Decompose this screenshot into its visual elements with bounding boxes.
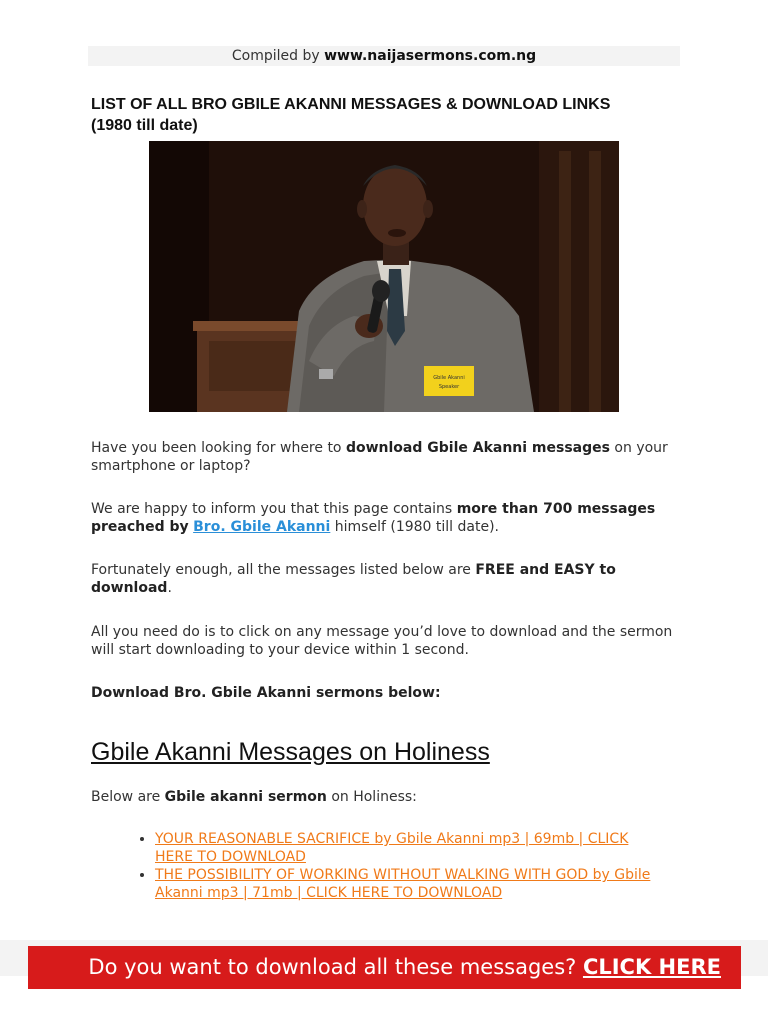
page-title-line1: LIST OF ALL BRO GBILE AKANNI MESSAGES & DOWNLOAD LINKS	[91, 96, 611, 113]
badge-name: Gbile Akanni	[433, 375, 465, 381]
download-below-text: Download Bro. Gbile Akanni sermons below:	[91, 685, 441, 701]
download-link-reasonable-sacrifice[interactable]: YOUR REASONABLE SACRIFICE by Gbile Akanni mp3 | 69mb | CLICK HERE TO DOWNLOAD	[155, 831, 629, 865]
intro-p3-text-end: .	[167, 580, 172, 596]
page-title-line2: (1980 till date)	[91, 117, 198, 134]
badge-role: Speaker	[438, 384, 460, 390]
click-here-button[interactable]: CLICK HERE	[582, 955, 721, 979]
site-url[interactable]: www.naijasermons.com.ng	[324, 48, 537, 64]
speaker-photo	[149, 141, 619, 412]
intro-p3-text: Fortunately enough, all the messages listed below are	[91, 562, 476, 578]
intro-paragraph-2	[91, 500, 691, 536]
speaker-illustration	[149, 141, 619, 412]
intro-paragraph-1	[91, 439, 691, 475]
page-title	[91, 94, 691, 136]
intro-p1-bold: download Gbile Akanni messages	[345, 440, 610, 456]
compiled-by-label: Compiled by	[231, 48, 325, 64]
holiness-message-list	[130, 830, 670, 902]
list-item	[155, 830, 670, 866]
intro-p3-bold: FREE and EASY to download	[91, 562, 616, 596]
section-lead	[91, 788, 691, 806]
gbile-akanni-link[interactable]: Bro. Gbile Akanni	[193, 519, 331, 535]
banner-question: Do you want to download all these messages?	[88, 955, 583, 979]
intro-paragraph-3	[91, 561, 691, 597]
section-lead-text: Below are	[91, 789, 165, 805]
download-below-heading	[91, 684, 691, 702]
compiled-by-bar	[88, 46, 680, 66]
intro-p2-text-end: himself (1980 till date).	[330, 519, 499, 535]
intro-paragraph-4: All you need do is to click on any message you’d love to download and the sermon will start downloading to your device within 1 second.	[91, 624, 673, 658]
download-link-possibility-working[interactable]: THE POSSIBILITY OF WORKING WITHOUT WALKING WITH GOD by Gbile Akanni mp3 | 71mb | CLICK HERE TO DOWNLOAD	[155, 867, 651, 901]
section-heading-holiness: Gbile Akanni Messages on Holiness	[91, 738, 490, 766]
intro-p1-text: Have you been looking for where to	[91, 440, 346, 456]
list-item	[155, 866, 670, 902]
intro-p1-text-end: on your smartphone or laptop?	[91, 440, 668, 474]
download-all-banner[interactable]	[28, 946, 741, 989]
section-lead-bold: Gbile akanni sermon	[164, 789, 327, 805]
intro-p2-bold: more than 700 messages preached by	[91, 501, 656, 535]
section-lead-text-end: on Holiness:	[326, 789, 417, 805]
intro-p2-text: We are happy to inform you that this page contains	[91, 501, 457, 517]
